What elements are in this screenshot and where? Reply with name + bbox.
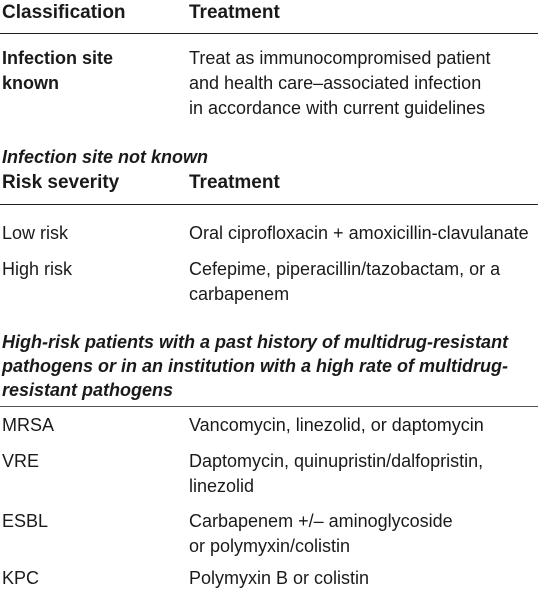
row-label: MRSA (2, 415, 55, 435)
row-label: KPC (2, 568, 40, 588)
section-rule (0, 406, 538, 407)
risk-severity-header: Risk severity (2, 172, 120, 193)
row-label: VRE (2, 451, 40, 471)
classification-header: Classification (2, 2, 126, 23)
row-label: Infection site known (2, 48, 114, 93)
treatment-header: Treatment (189, 2, 280, 23)
row-treatment: Treat as immunocompromised patient and health care–associated infection in accordance with current guidelines (189, 48, 491, 118)
header-rule (0, 33, 538, 34)
row-treatment: Polymyxin B or colistin (189, 568, 370, 588)
row-treatment: Daptomycin, quinupristin/dalfopristin, linezolid (189, 451, 484, 496)
row-treatment: Carbapenem +/– aminoglycoside or polymyxin/colistin (189, 511, 453, 556)
row-label: ESBL (2, 511, 49, 531)
row-treatment: Vancomycin, linezolid, or daptomycin (189, 415, 484, 435)
row-treatment: Cefepime, piperacillin/tazobactam, or a carbapenem (189, 259, 501, 304)
treatment-header: Treatment (189, 172, 280, 193)
row-treatment: Oral ciprofloxacin + amoxicillin-clavulanate (189, 223, 529, 243)
section3-subheading: High-risk patients with a past history of multidrug-resistant pathogens or in an institution with a high rate of multidrug- resistant pathogens (2, 332, 509, 400)
section2-subheading: Infection site not known (2, 147, 208, 167)
header-rule (0, 204, 538, 205)
row-label: High risk (2, 259, 73, 279)
row-label: Low risk (2, 223, 69, 243)
